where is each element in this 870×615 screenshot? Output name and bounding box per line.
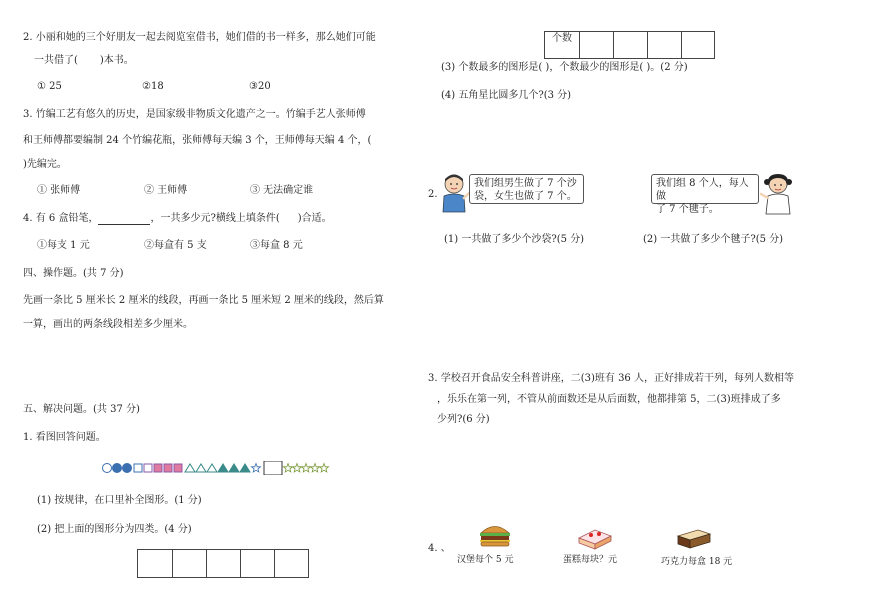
q2-line2b: )本书。	[99, 55, 134, 66]
sec4-title: 四、操作题。(共 7 分)	[23, 268, 124, 279]
q3-line2: 和王师傅都要编制 24 个竹编花瓶，张师傅每天编 3 个，王师傅每天编 4 个，(	[23, 135, 372, 146]
square-shape	[134, 464, 142, 472]
cake-icon	[577, 526, 613, 550]
category-box[interactable]	[206, 549, 240, 578]
circle-shape	[113, 464, 122, 473]
category-box[interactable]	[274, 549, 309, 578]
girl-illustration	[758, 172, 794, 216]
p2-sub2: (2) 一共做了多少个毽子?(5 分)	[643, 234, 784, 245]
p3-line2: ，乐乐在第一列，不管从前面数还是从后面数，他都排第 5，二(3)班排成了多	[437, 394, 781, 405]
count-cell[interactable]	[681, 31, 715, 59]
star-shape	[284, 464, 293, 473]
triangle-shape	[207, 464, 217, 472]
sec4-line2: 一算，画出的两条线段相差多少厘米。	[23, 319, 193, 330]
q2-opt-1: ① 25	[37, 81, 62, 92]
square-shape	[144, 464, 152, 472]
circle-shape	[103, 464, 112, 473]
q2-line1: 2. 小丽和她的三个好朋友一起去阅览室借书，她们借的书一样多，那么她们可能	[23, 32, 376, 43]
girl-speech-bubble	[651, 174, 759, 215]
missing-shape-box	[264, 461, 282, 475]
star-shape	[293, 464, 302, 473]
chocolate-price: 巧克力每盒 18 元	[661, 557, 733, 567]
p3-line1: 3. 学校召开食品安全科普讲座，二(3)班有 36 人，正好排成若干列，每列人数相等	[428, 373, 794, 384]
sec4-line1: 先画一条比 5 厘米长 2 厘米的线段，再画一条比 5 厘米短 2 厘米的线段，然后算	[23, 295, 384, 306]
q4-condition-blank[interactable]	[98, 214, 150, 225]
q3-line3: )先编完。	[23, 159, 67, 170]
q3-opt-1: ① 张师傅	[37, 185, 81, 196]
hamburger-price: 汉堡每个 5 元	[457, 555, 514, 565]
triangle-shape	[185, 464, 195, 472]
hamburger-icon	[478, 522, 512, 548]
q4-opt-2: ②每盒有 5 支	[144, 240, 207, 251]
triangle-shape	[196, 464, 206, 472]
square-shape	[154, 464, 162, 472]
q4-opt-3: ③每盒 8 元	[250, 240, 303, 251]
girl-bubble-line2: 了 7 个毽子。	[656, 204, 719, 215]
category-boxes	[137, 549, 309, 578]
p2-num: 2.	[428, 189, 438, 200]
star-shape	[302, 464, 311, 473]
boy-illustration	[437, 172, 471, 214]
q2-opt-3: ③20	[249, 81, 271, 92]
q4-pre: 4. 有 6 盒铅笔，	[23, 213, 99, 224]
shape-sequence-svg	[101, 461, 333, 475]
triangle-shape	[218, 464, 228, 472]
category-box[interactable]	[240, 549, 274, 578]
p3-line3: 少列?(6 分)	[437, 414, 490, 425]
count-cell[interactable]	[613, 31, 647, 59]
q2-line2	[34, 55, 134, 67]
sec5-q1: 1. 看图回答问题。	[23, 432, 106, 443]
q3-opt-2: ② 王师傅	[144, 185, 188, 196]
count-cell[interactable]	[579, 31, 613, 59]
chocolate-box-icon	[676, 528, 712, 550]
p2-sub1: (1) 一共做了多少个沙袋?(5 分)	[444, 234, 585, 245]
star-shape	[252, 464, 261, 473]
triangle-shape	[229, 464, 239, 472]
category-box[interactable]	[137, 549, 172, 578]
count-cell[interactable]	[647, 31, 681, 59]
sec5-sub1: (1) 按规律，在口里补全图形。(1 分)	[37, 495, 202, 506]
boy-bubble-line2: 袋，女生也做了 7 个。	[474, 191, 577, 202]
category-box[interactable]	[172, 549, 206, 578]
r-q3sub: (3) 个数最多的图形是( )，个数最少的图形是( )。(2 分)	[441, 62, 688, 73]
q4-opt-1: ①每支 1 元	[37, 240, 90, 251]
circle-shape	[123, 464, 132, 473]
square-shape	[174, 464, 182, 472]
count-table	[544, 31, 715, 59]
q4-line	[23, 213, 332, 225]
q4-mid: ，一共多少元?横线上填条件(	[150, 213, 280, 224]
square-shape	[164, 464, 172, 472]
q3-opt-3: ③ 无法确定谁	[250, 185, 314, 196]
star-shape	[311, 464, 320, 473]
cake-price: 蛋糕每块？元	[563, 555, 618, 565]
shape-sequence	[101, 461, 333, 475]
r-q4sub: (4) 五角星比圆多几个?(3 分)	[441, 90, 572, 101]
count-label-cell	[544, 31, 579, 59]
q3-line1: 3. 竹编工艺有悠久的历史，是国家级非物质文化遗产之一。竹编手艺人张师傅	[23, 109, 366, 120]
triangle-shape	[240, 464, 250, 472]
sec5-sub2: (2) 把上面的图形分为四类。(4 分)	[37, 524, 192, 535]
q4-post: )合适。	[297, 213, 332, 224]
p4-num: 4. 、	[428, 543, 451, 554]
star-shape	[320, 464, 329, 473]
sec5-title: 五、解决问题。(共 37 分)	[23, 404, 140, 415]
boy-bubble-line1: 我们组男生做了 7 个沙	[474, 178, 577, 189]
boy-speech-bubble	[469, 174, 584, 204]
q2-line2a: 一共借了(	[34, 55, 78, 66]
count-label: 个数	[552, 33, 572, 44]
q2-opt-2: ②18	[142, 81, 164, 92]
girl-bubble-line1: 我们组 8 个人，每人做	[656, 178, 749, 202]
